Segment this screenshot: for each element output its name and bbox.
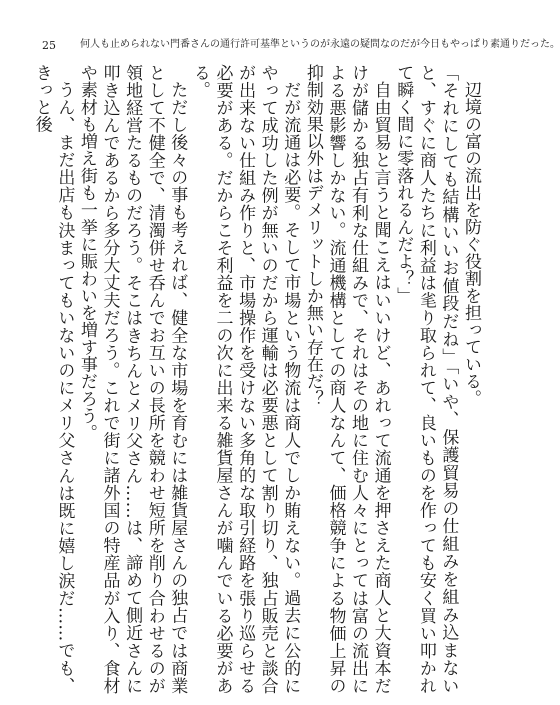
paragraph: だが流通は必要。そして市場という物流は商人でしか賄えない。過去に公的にやって成功した例が無いのだから運輸は必要悪として割り切り、独占販売と談合が出来ない仕組み作りと、市場操作を受けない多角的な取引経路を張り巡らせる必要がある。だからこそ利益を二の次に出来る雑貨屋さんが噛んでいる必要がある。 [189, 64, 301, 694]
body-text [22, 64, 482, 694]
paragraph: 辺境の富の流出を防ぐ役割を担っている。 [461, 81, 481, 407]
paragraph-dialogue: 「それにしても結構いいお値段だね」「いや、保護貿易の仕組みを組み込まないと、すぐに商人たちに利益は毟り取られて、良いものを作っても安く買い叩かれて瞬く間に零落れるんだよ？」 [393, 64, 459, 694]
paragraph: 自由貿易と言うと聞こえはいいけど、あれって流通を押さえた商人と大資本だけが儲かる独占有利な仕組みで、それはその地に住む人々にとっては富の流出による悪影響しかない。流通機構としての商人なんて、価格競争による物価上昇の抑制効果以外はデメリットしか無い存在だ？ [302, 64, 391, 694]
paragraph: うん、まだ出店も決まってもいないのにメリ父さんは既に嬉し涙だ……でも、きっと後 [31, 64, 75, 694]
running-header: 何人も止められない門番さんの通行許可基準というのが永遠の疑問なのだが今日もやっぱり素通りだった。 [80, 39, 560, 50]
paragraph: ただし後々の事も考えれば、健全な市場を育むには雑貨屋さんの独占では商業として不健全で、清濁併せ呑んでお互いの長所を競わせ短所を削り合わせるのが領地経営たるものだろう。そこはきちんとメリ父さん……は、諦めて側近さんに叩き込んであるから多分大丈夫だろう。これで街に諸外国の特産品が入り、食材や素材も増え街も一挙に賑わいを増す事だろう。 [76, 64, 188, 694]
page-number: 25 [42, 39, 56, 52]
